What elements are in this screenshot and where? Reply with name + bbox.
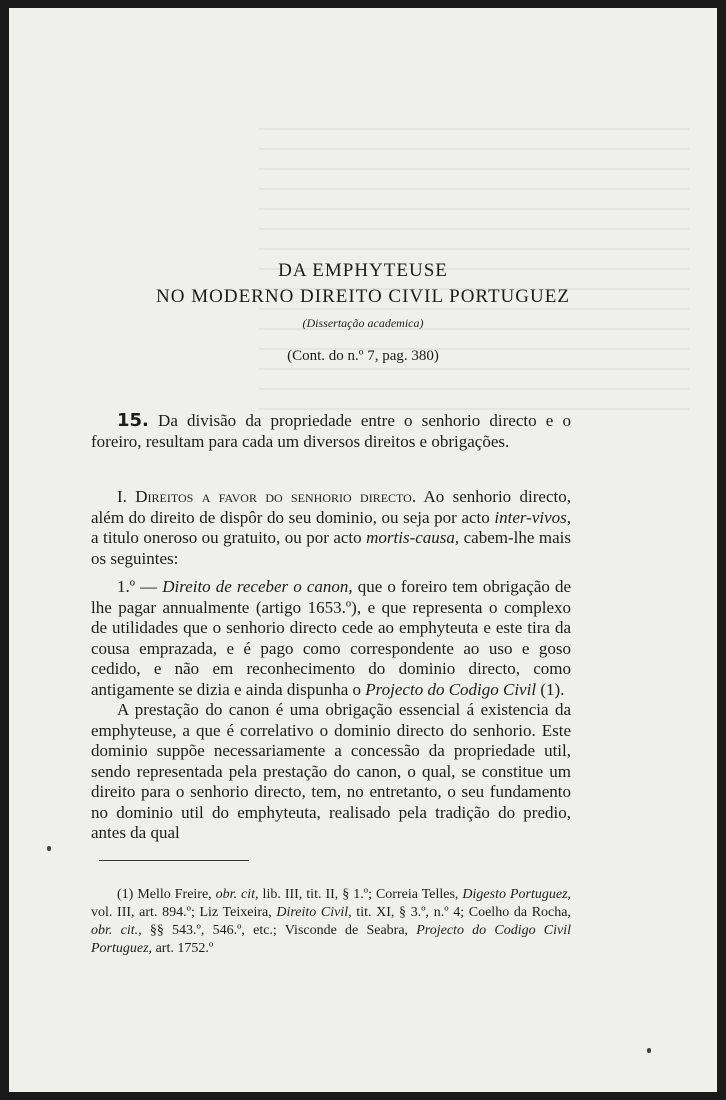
ink-speck (647, 1048, 651, 1053)
footnote-emphasis: Direito Civil, (276, 905, 352, 920)
section-15-text: Da divisão da propriedade entre o senhorio directo e o foreiro, resultam para cada um diversos direitos e obrigações. (91, 411, 571, 451)
paragraph-prestacao (91, 700, 571, 844)
article-title-line-2: NO MODERNO DIREITO CIVIL PORTUGUEZ (156, 286, 570, 307)
footnote-text: (1) Mello Freire, (117, 887, 216, 902)
paragraph-text: a titulo oneroso ou gratuito, ou por acto (91, 528, 367, 547)
footnote-emphasis: obr. cit., (91, 923, 142, 938)
ink-speck (47, 846, 51, 851)
paragraph-text: A prestação do canon é uma obrigação essencial á existencia da emphyteuse, a que é correlativo o dominio directo do senhorio. Este dominio suppõe necessariamente a concessão da propriedade util, sendo representada pela prestação do canon, o qual, se constitue um direito para o senhorio directo, tem, no entretanto, o seu fundamento no dominio util do emphyteuta, realisado pela tradição do predio, antes da qual (91, 700, 571, 842)
footnote-text: lib. III, tit. II, § 1.º; Correia Telles, (258, 887, 463, 902)
footnote-divider (99, 860, 249, 861)
paragraph-item-1 (91, 577, 571, 700)
item-number: 1.º — (117, 577, 163, 596)
paragraph-text: que o foreiro tem obrigação de lhe pagar annualmente (artigo 1653.º), e que representa o complexo de utilidades que o senhorio directo cede ao emphyteuta e este tira da cousa emprazada, e é pago como correspondente ao uso e goso cedido, e não em reconhecimento do dominio directo, como antigamente se dizia e ainda dispunha o (91, 577, 571, 699)
paragraph-direitos-senhorio (91, 487, 571, 569)
footnote-text: art. 1752.º (152, 941, 214, 956)
footnote-text: vol. III, art. 894.º; Liz Teixeira, (91, 905, 277, 920)
footnote-reference: (1). (536, 679, 565, 699)
footnote-1 (91, 886, 571, 958)
article-title-line-1: DA EMPHYTEUSE (278, 260, 448, 281)
emphasis-text: Projecto do Codigo Civil (365, 679, 537, 699)
footnote-emphasis: Digesto Portuguez, (462, 887, 572, 902)
footnote-emphasis: obr. cit, (215, 887, 259, 902)
section-number: 15. (117, 410, 149, 431)
continuation-note: (Cont. do n.º 7, pag. 380) (287, 348, 439, 364)
footnote-text: tit. XI, § 3.º, n.º 4; Coelho da Rocha, (351, 905, 571, 920)
book-page (9, 8, 717, 1092)
emphasis-text: mortis-causa, (366, 528, 460, 547)
emphasis-text: inter-vivos, (494, 507, 571, 527)
paragraph-text: cabem-lhe mais os seguintes: (91, 528, 571, 568)
article-subtitle: (Dissertação academica) (302, 316, 424, 330)
section-heading: I. Direitos a favor do senhorio directo. (117, 487, 417, 506)
paragraph-section-15 (91, 411, 571, 452)
paragraph-text: Ao senhorio directo, além do direito de dispôr do seu dominio, ou seja por acto (91, 487, 571, 527)
item-title: Direito de receber o canon, (162, 577, 353, 596)
footnote-emphasis: Projecto do Codigo Civil Portuguez, (91, 923, 572, 956)
footnote-text: §§ 543.º, 546.º, etc.; Visconde de Seabra, (141, 923, 417, 938)
